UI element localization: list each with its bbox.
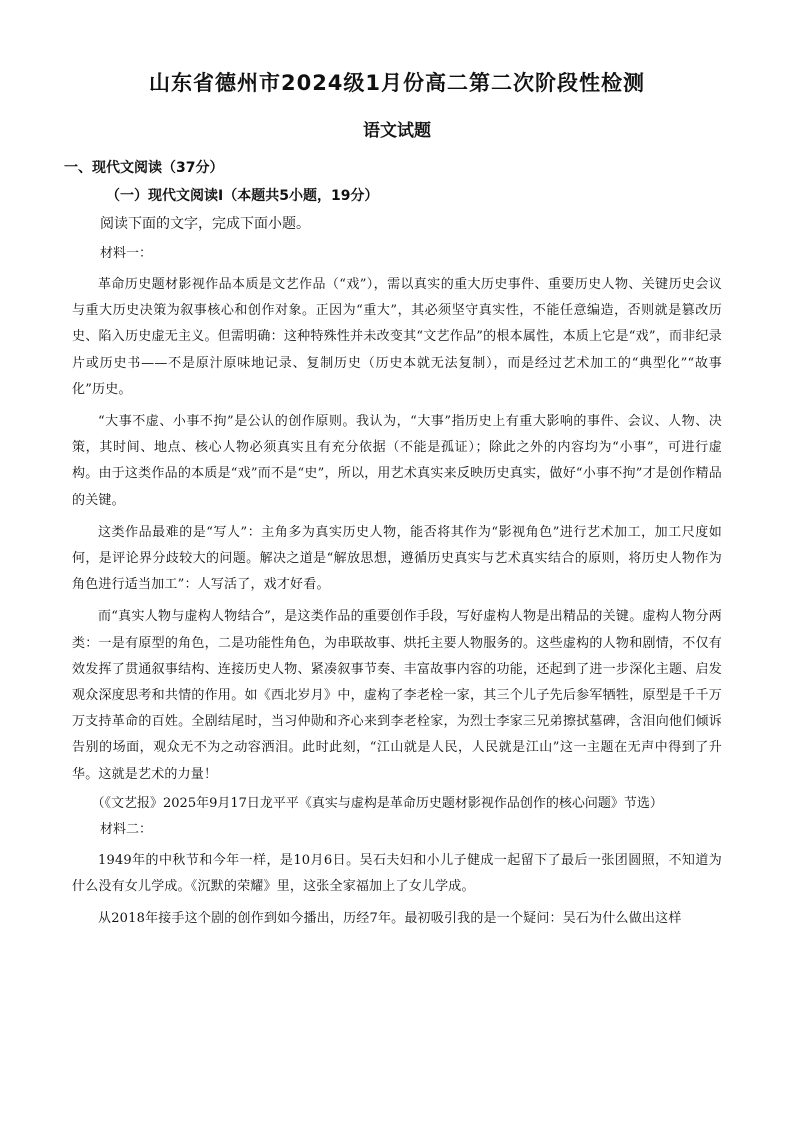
document-subtitle: 语文试题 <box>363 121 431 141</box>
material-one-paragraph: 这类作品最难的是“写人”：主角多为真实历史人物，能否将其作为“影视角色”进行艺术加工，加工尺度如何，是评论界分歧较大的问题。解决之道是“解放思想，遵循历史真实与艺术真实结合的原则，将历史人物作为角色进行适当加工”：人写活了，戏才好看。 <box>72 524 722 593</box>
material-one-paragraph: “大事不虚、小事不拘”是公认的创作原则。我认为，“大事”指历史上有重大影响的事件、会议、人物、决策，其时间、地点、核心人物必须真实且有充分依据（不能是孤证）；除此之外的内容均为“小事”，可进行虚构。由于这类作品的本质是“戏”而不是“史”，所以，用艺术真实来反映历史真实，做好“小事不拘”才是创作精品的关键。 <box>72 414 722 508</box>
material-two-paragraph: 从2018年接手这个剧的创作到如今播出，历经7年。最初吸引我的是一个疑问：吴石为什么做出这样 <box>98 911 682 927</box>
material-two-paragraph: 1949年的中秋节和今年一样，是10月6日。吴石夫妇和小儿子健成一起留下了最后一张团圆照，不知道为什么没有女儿学成。《沉默的荣耀》里，这张全家福加上了女儿学成。 <box>72 852 722 895</box>
instruction-text: 阅读下面的文字，完成下面小题。 <box>100 216 310 232</box>
document-title: 山东省德州市2024级1月份高二第二次阶段性检测 <box>148 71 646 95</box>
sub-heading: （一）现代文阅读Ⅰ（本题共5小题，19分） <box>106 188 379 204</box>
section-heading: 一、现代文阅读（37分） <box>64 160 224 176</box>
material-two-label: 材料二： <box>100 821 153 837</box>
material-one-source: （《文艺报》2025年9月17日龙平平《真实与虚构是革命历史题材影视作品创作的核心问题》节选） <box>91 795 663 811</box>
material-one-label: 材料一： <box>100 246 153 261</box>
material-one-paragraph: 而“真实人物与虚构人物结合”，是这类作品的重要创作手段，写好虚构人物是出精品的关键。虚构人物分两类：一是有原型的角色，二是功能性角色，为串联故事、烘托主要人物服务的。这些虚构的人物和剧情，不仅有效发挥了贯通叙事结构、连接历史人物、紧凑叙事节奏、丰富故事内容的功能，还起到了进一步深化主题、启发观众深度思考和共情的作用。如《西北岁月》中，虚构了李老栓一家，其三个儿子先后参军牺牲，原型是千千万万支持革命的百姓。全剧结尾时，当习仲勋和齐心来到李老栓家，为烈士李家三兄弟擦拭墓碑，含泪向他们倾诉告别的场面，观众无不为之动容洒泪。此时此刻，“江山就是人民，人民就是江山”这一主题在无声中得到了升华。这就是艺术的力量！ <box>72 609 722 782</box>
material-one-paragraph: 革命历史题材影视作品本质是文艺作品（“戏”），需以真实的重大历史事件、重要历史人物、关键历史会议与重大历史决策为叙事核心和创作对象。正因为“重大”，其必须坚守真实性，不能任意编造，否则就是篡改历史、陷入历史虚无主义。但需明确：这种特殊性并未改变其“文艺作品”的根本属性，本质上它是“戏”，而非纪录片或历史书——不是原汁原味地记录、复制历史（历史本就无法复制），而是经过艺术加工的“典型化”“故事化”历史。 <box>72 277 722 397</box>
